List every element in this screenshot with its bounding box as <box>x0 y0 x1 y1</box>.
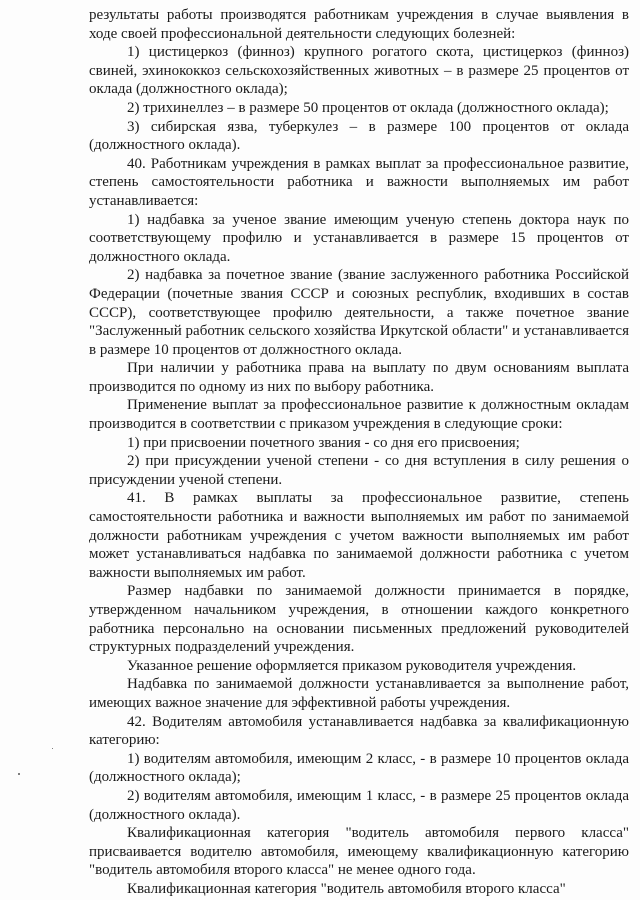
paragraph-item-2-trichinosis: 2) трихинеллез – в размере 50 процентов от оклада (должностного оклада); <box>127 99 609 116</box>
paragraph-application-terms: Применение выплат за профессиональное развитие к должностным окладам производится в соответствии с приказом учреждения в следующие сроки: <box>89 397 629 433</box>
paragraph-driver-class-1: 2) водителям автомобиля, имеющим 1 класс, - в размере 25 процентов оклада (должностного оклада). <box>89 787 629 823</box>
paragraph-first-class-category: Квалификационная категория "водитель автомобиля первого класса" присваивается водителю автомобиля, имеющему квалификационную категорию "водитель автомобиля второго класса" не менее одного года. <box>89 825 629 879</box>
scan-speck <box>52 748 53 749</box>
paragraph-clause-41: 41. В рамках выплаты за профессиональное развитие, степень самостоятельности работника и важности выполняемых им работ по занимаемой должности работникам учреждения с учетом важности выполняемых им работ может устанавливаться надбавка по занимаемой должности работника с учетом важности выполняемых им работ. <box>89 490 629 581</box>
paragraph-clause-40-item-2: 2) надбавка за почетное звание (звание заслуженного работника Российской Федерации (почетные звания СССР и союзных республик, входивших в состав СССР), соответствующее профилю деятельности, а также почетное звание "Заслуженный работник сельского хозяйства Иркутской области" и устанавливается в размере 10 процентов от должностного оклада. <box>89 267 629 358</box>
paragraph-allowance-purpose: Надбавка по занимаемой должности устанавливается за выполнение работ, имеющих важное значение для эффективной работы учреждения. <box>89 676 629 711</box>
paragraph-term-2: 2) при присуждении ученой степени - со дня вступления в силу решения о присуждении ученой степени. <box>89 453 629 488</box>
paragraph-item-1-cysticercosis: 1) цистицеркоз (финноз) крупного рогатого скота, цистицеркоз (финноз) свиней, эхинококкоз сельскохозяйственных животных – в размере 25 процентов от оклада (должностного оклада); <box>89 44 629 98</box>
paragraph-term-1: 1) при присвоении почетного звания - со дня его присвоения; <box>127 434 520 451</box>
paragraph-clause-40-item-1: 1) надбавка за ученое звание имеющим ученую степень доктора наук по соответствующему профилю и устанавливается в размере 15 процентов от должностного оклада. <box>89 211 629 265</box>
paragraph-second-class-category: Квалификационная категория "водитель автомобиля второго класса" <box>127 880 566 897</box>
paragraph-clause-40: 40. Работникам учреждения в рамках выплат за профессиональное развитие, степень самостоятельности работника и важности выполняемых им работ устанавливается: <box>89 155 629 209</box>
paragraph-two-grounds: При наличии у работника права на выплату по двум основаниям выплата производится по одному из них по выбору работника. <box>89 360 629 395</box>
paragraph-intro-continuation: результаты работы производятся работникам учреждения в случае выявления в ходе своей профессиональной деятельности следующих болезней: <box>89 7 629 42</box>
paragraph-item-3-anthrax: 3) сибирская язва, туберкулез – в размере 100 процентов от оклада (должностного оклада). <box>89 118 629 154</box>
paragraph-order-decision: Указанное решение оформляется приказом руководителя учреждения. <box>127 657 577 674</box>
document-body <box>89 6 629 899</box>
scan-speck <box>18 773 20 775</box>
paragraph-clause-42: 42. Водителям автомобиля устанавливается надбавка за квалификационную категорию: <box>89 713 629 749</box>
paragraph-allowance-size: Размер надбавки по занимаемой должности принимается в порядке, утвержденном начальником учреждения, в отношении каждого конкретного работника персонально на основании письменных предложений руководителей структурных подразделений учреждения. <box>89 583 629 656</box>
paragraph-driver-class-2: 1) водителям автомобиля, имеющим 2 класс, - в размере 10 процентов оклада (должностного оклада); <box>89 750 629 786</box>
